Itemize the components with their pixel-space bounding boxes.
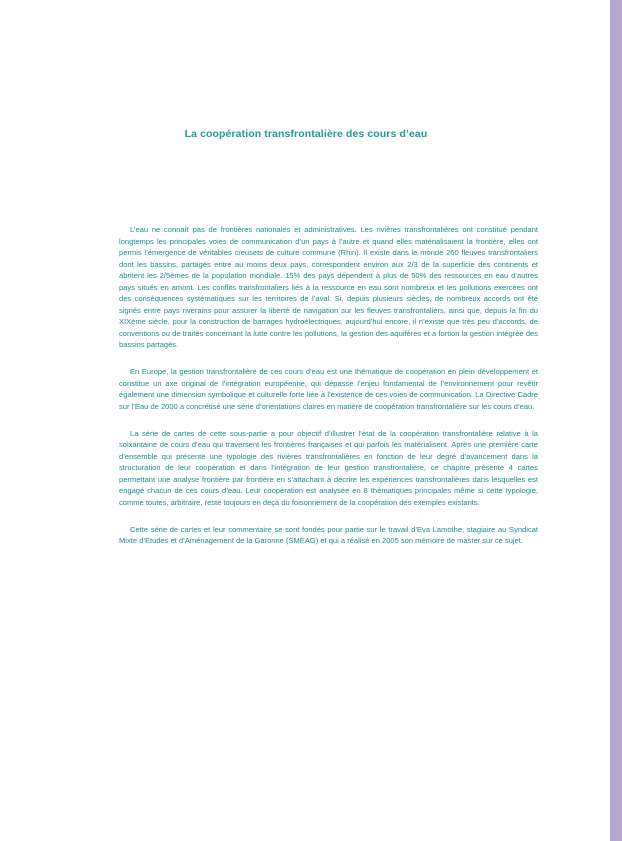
page-title: La coopération transfrontalière des cours d’eau <box>184 128 428 140</box>
body-text <box>119 224 538 562</box>
paragraph-sources: Cette série de cartes et leur commentaire se sont fondés pour partie sur le travail d’Eva Lamothe, stagiaire au Syndicat Mixte d’Etudes et d’Aménagement de la Garonne (SMEAG) et qui a réalisé en 2005 son mémoire de master sur ce sujet. <box>119 524 538 546</box>
paragraph-maps-series: La série de cartes de cette sous-partie a pour objectif d’illustrer l’état de la coopération transfrontalière relative à la soixantaine de cours d’eau qui traversent les frontières françaises et qui parfois les matérialisent. Après une première carte d’ensemble qui présente une typologie des rivières transfrontalières en fonction de leur degré d’avancement dans la structuration de leur coopération et dans l’intégration de leur gestion transfrontalière, ce chapitre présente 4 cartes permettant une analyse frontière par frontière en s’attachant à décrire les expériences transfrontalières dans lesquelles est engagé chacun de ces cours d’eau. Leur coopération est analysée en 8 thématiques principales même si cette typologie, comme toutes, arbitraire, reste toujours en deçà du foisonnement de la coopération des exemples existants. <box>119 428 538 507</box>
paragraph-intro: L’eau ne connaît pas de frontières nationales et administratives. Les rivières transfrontalières ont constitué pendant longtemps les principales voies de communication d’un pays à l’autre et quand elles matérialisaient la frontière, elles ont permis l’émergence de véritables creusets de culture commune (Rhin). Il existe dans le monde 260 fleuves transfrontaliers dont les bassins, partagés entre au moins deux pays, correspondent environ aux 2/3 de la superficie des continents et abritent les 2/5èmes de la population mondiale. 15% des pays dépendent à plus de 50% des ressources en eau d’autres pays situés en amont. Les conflits transfrontaliers liés à la ressource en eau sont nombreux et les pollutions exercées ont des conséquences systématiques sur les territoires de l’aval. Si, depuis plusieurs siècles, de nombreux accords ont été signés entre pays riverains pour assurer la liberté de navigation sur les fleuves transfrontaliers, ainsi que, depuis la fin du XIXème siècle, pour la construction de barrages hydroélectriques, aujourd’hui encore, il n’existe que très peu d’accords, de conventions ou de traités concernant la lutte contre les pollutions, la gestion des aquifères et a fortiori la gestion intégrée des bassins partagés. <box>119 225 538 350</box>
paragraph-europe: En Europe, la gestion transfrontalière de ces cours d’eau est une thématique de coopération en plein développement et constitue un axe original de l’intégration européenne, qui dépasse l’enjeu fondamental de l’environnement pour revêtir également une dimension symbolique et culturelle forte liée à l’existence de ces voies de communication. La Directive Cadre sur l’Eau de 2000 a concrétisé une série d’orientations claires en matière de coopération transfrontalière sur les cours d’eau. <box>119 367 538 411</box>
side-color-band <box>610 0 622 841</box>
